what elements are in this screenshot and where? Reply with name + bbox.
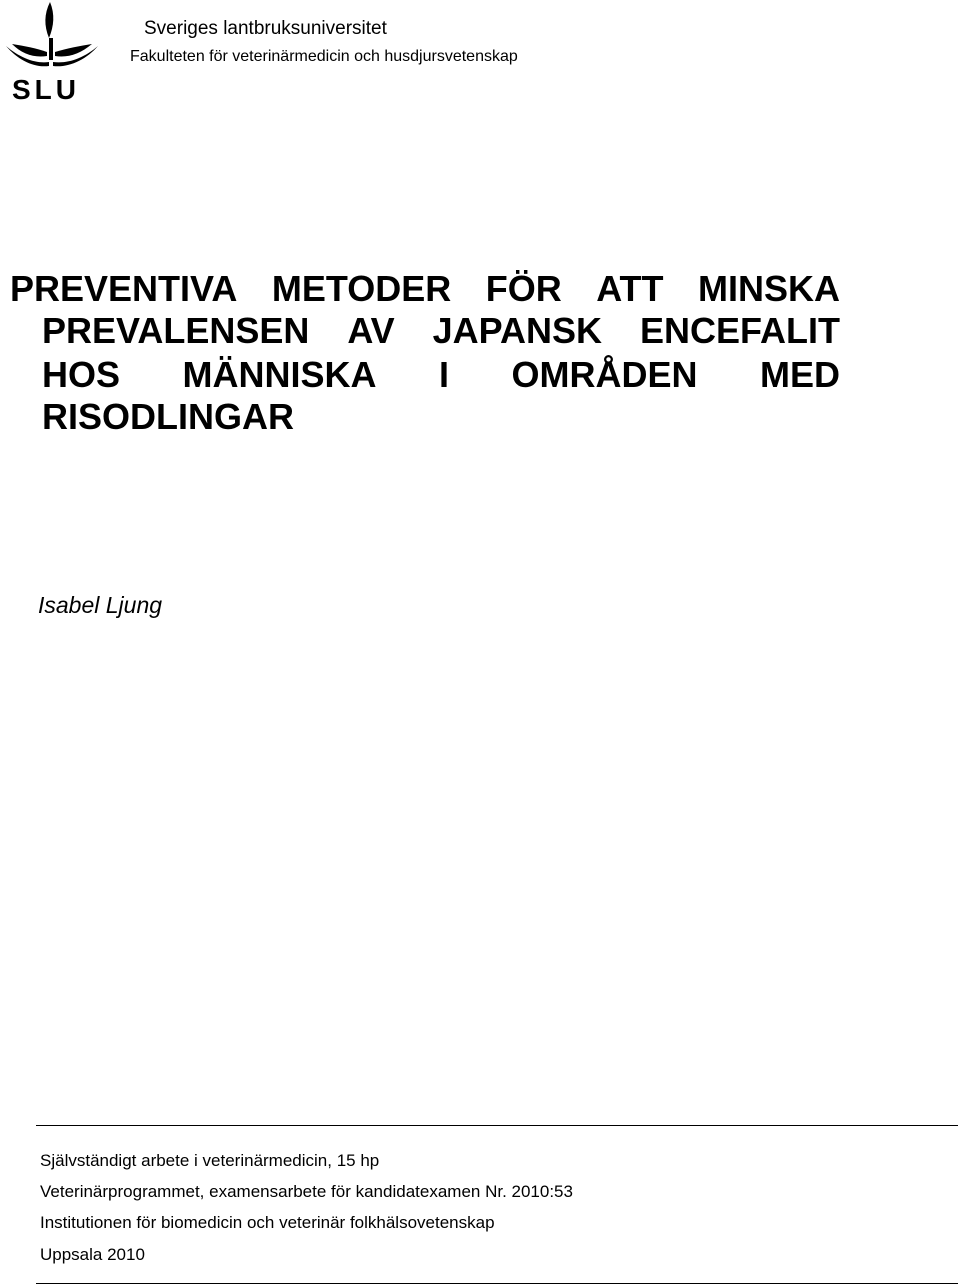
slu-logo-mark (2, 0, 102, 104)
title-word: PREVALENSEN (42, 310, 310, 351)
slu-logo (2, 0, 102, 104)
title-word: ATT (596, 268, 664, 309)
title-word: MED (759, 354, 840, 395)
footer-place-year: Uppsala 2010 (40, 1245, 145, 1264)
footer-course: Självständigt arbete i veterinärmedicin, 15 hp (40, 1151, 380, 1170)
footer-department: Institutionen för biomedicin och veterinär folkhälsovetenskap (40, 1213, 495, 1232)
footer-bottom-rule (36, 1283, 958, 1284)
title-word: FÖR (485, 268, 562, 309)
title-word: MINSKA (697, 268, 840, 309)
title-word: HOS (42, 354, 121, 395)
title-word: RISODLINGAR (42, 396, 294, 437)
title-word: JAPANSK (432, 310, 603, 351)
title-word: OMRÅDEN (511, 354, 698, 395)
title-line-4 (42, 396, 294, 438)
title-line-3 (42, 354, 840, 396)
title-word: METODER (271, 268, 452, 309)
footer-top-rule (36, 1125, 958, 1126)
title-word: PREVENTIVA (10, 268, 238, 309)
title-word: ENCEFALIT (639, 310, 840, 351)
university-name: Sveriges lantbruksuniversitet (144, 18, 387, 39)
slu-logo-letters: SLU (12, 74, 80, 104)
author-name: Isabel Ljung (38, 592, 163, 618)
title-line-2 (42, 310, 840, 352)
footer-programme: Veterinärprogrammet, examensarbete för kandidatexamen Nr. 2010:53 (40, 1182, 573, 1201)
title-word: AV (347, 310, 395, 351)
faculty-name: Fakulteten för veterinärmedicin och husdjursvetenskap (130, 48, 518, 65)
title-word: I (438, 354, 449, 395)
title-word: MÄNNISKA (182, 354, 377, 395)
title-line-1 (10, 268, 840, 310)
